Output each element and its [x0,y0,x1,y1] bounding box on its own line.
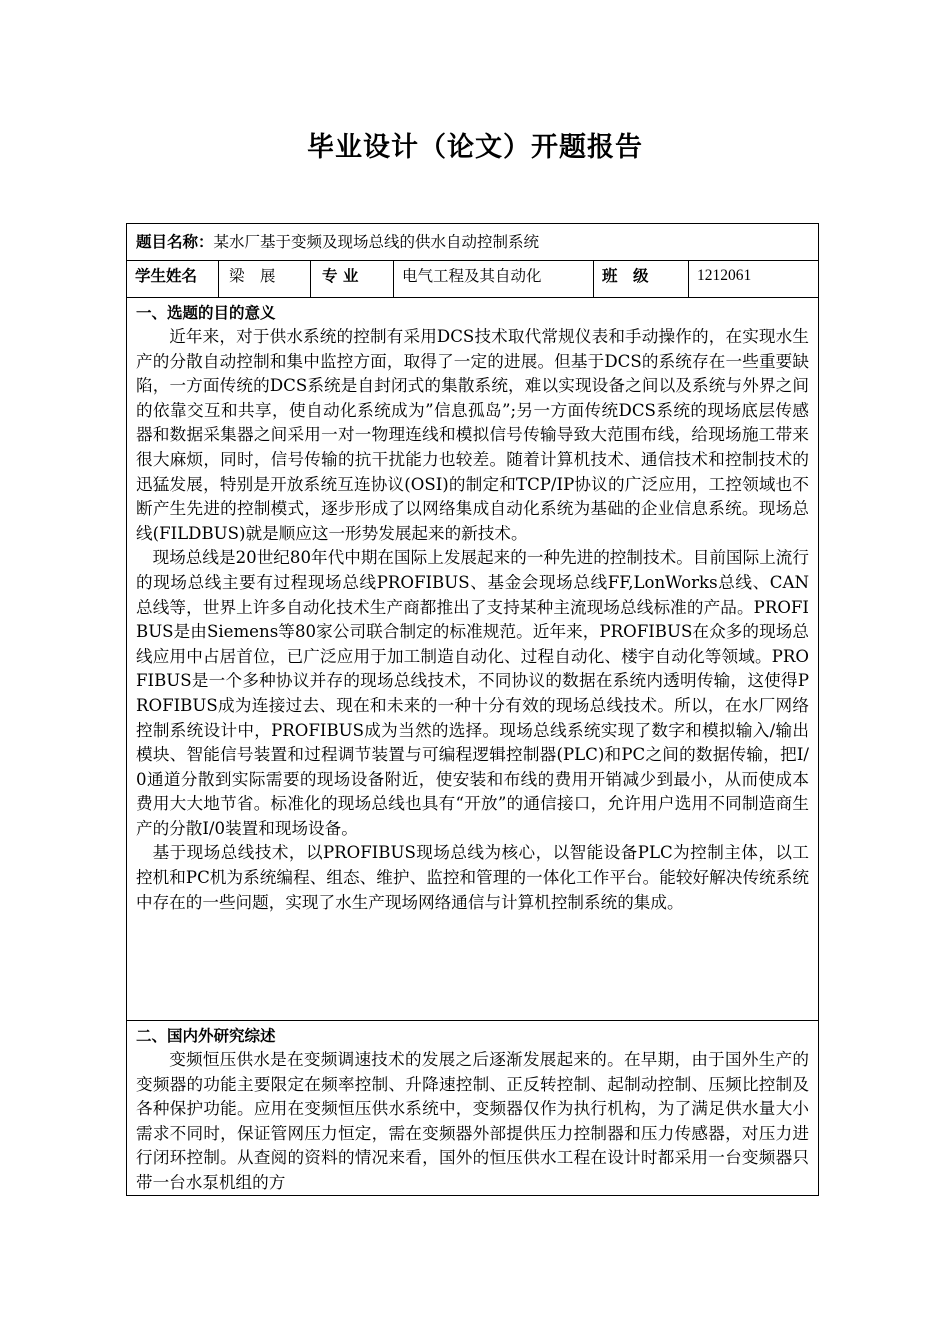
paragraph: 近年来，对于供水系统的控制有采用DCS技术取代常规仪表和手动操作的，在实现水生产的分散自动控制和集中监控方面，取得了一定的进展。但基于DCS的系统存在一些重要缺陷，一方面传统的DCS系统是自封闭式的集散系统，难以实现设备之间以及系统与外界之间的依靠交互和共享，使自动化系统成为”信息孤岛”;另一方面传统DCS系统的现场底层传感器和数据采集器之间采用一对一物理连线和模拟信号传输导致大范围布线，给现场施工带来很大麻烦，同时，信号传输的抗干扰能力也较差。随着计算机技术、通信技术和控制技术的迅猛发展，特别是开放系统互连协议(OSI)的制定和TCP/IP协议的广泛应用，工控领域也不断产生先进的控制模式，逐步形成了以网络集成自动化系统为基础的企业信息系统。现场总线(FILDBUS)就是顺应这一形势发展起来的新技术。 [136,327,809,543]
section-purpose-heading: 一、选题的目的意义 [136,304,276,322]
student-info-row [127,261,818,298]
major-label: 专 业 [311,261,394,297]
paragraph: 基于现场总线技术，以PROFIBUS现场总线为核心，以智能设备PLC为控制主体，以工控机和PC机为系统编程、组态、维护、监控和管理的一体化工作平台。能较好解决传统系统中存在的一些问题，实现了水生产现场网络通信与计算机控制系统的集成。 [136,843,809,912]
topic-row [127,224,818,261]
topic-value: 某水厂基于变频及现场总线的供水自动控制系统 [213,233,540,251]
report-table [126,223,819,1196]
major-value: 电气工程及其自动化 [394,261,594,297]
student-name-label: 学生姓名 [127,261,219,297]
section-review [127,1021,818,1195]
section-review-heading: 二、国内外研究综述 [136,1027,276,1045]
student-name-value: 梁 展 [219,261,311,297]
page-title: 毕业设计（论文）开题报告 [307,132,643,163]
topic-label: 题目名称： [136,233,214,251]
class-value: 1212061 [697,267,752,284]
section-purpose [127,298,818,1021]
class-label: 班 级 [594,261,689,297]
paragraph: 现场总线是20世纪80年代中期在国际上发展起来的一种先进的控制技术。目前国际上流行的现场总线主要有过程现场总线PROFIBUS、基金会现场总线FF,LonWorks总线、CAN总线等，世界上许多自动化技术生产商都推出了支持某种主流现场总线标准的产品。PROFIBUS是由Siemens等80家公司联合制定的标准规范。近年来，PROFIBUS在众多的现场总线应用中占居首位，已广泛应用于加工制造自动化、过程自动化、楼宇自动化等领域。PROFIBUS是一个多种协议并存的现场总线技术，不同协议的数据在系统内透明传输，这使得PROFIBUS成为连接过去、现在和未来的一种十分有效的现场总线技术。所以，在水厂网络控制系统设计中，PROFIBUS成为当然的选择。现场总线系统实现了数字和模拟输入/输出模块、智能信号装置和过程调节装置与可编程逻辑控制器(PLC)和PC之间的数据传输，把I/0通道分散到实际需要的现场设备附近，使安装和布线的费用开销减少到最小，从而使成本费用大大地节省。标准化的现场总线也具有“开放”的通信接口，允许用户选用不同制造商生产的分散I/0装置和现场设备。 [136,548,809,838]
paragraph: 变频恒压供水是在变频调速技术的发展之后逐渐发展起来的。在早期，由于国外生产的变频器的功能主要限定在频率控制、升降速控制、正反转控制、起制动控制、压频比控制及各种保护功能。应用在变频恒压供水系统中，变频器仅作为执行机构，为了满足供水量大小需求不同时，保证管网压力恒定，需在变频器外部提供压力控制器和压力传感器，对压力进行闭环控制。从查阅的资料的情况来看，国外的恒压供水工程在设计时都采用一台变频器只带一台水泵机组的方 [136,1050,809,1192]
